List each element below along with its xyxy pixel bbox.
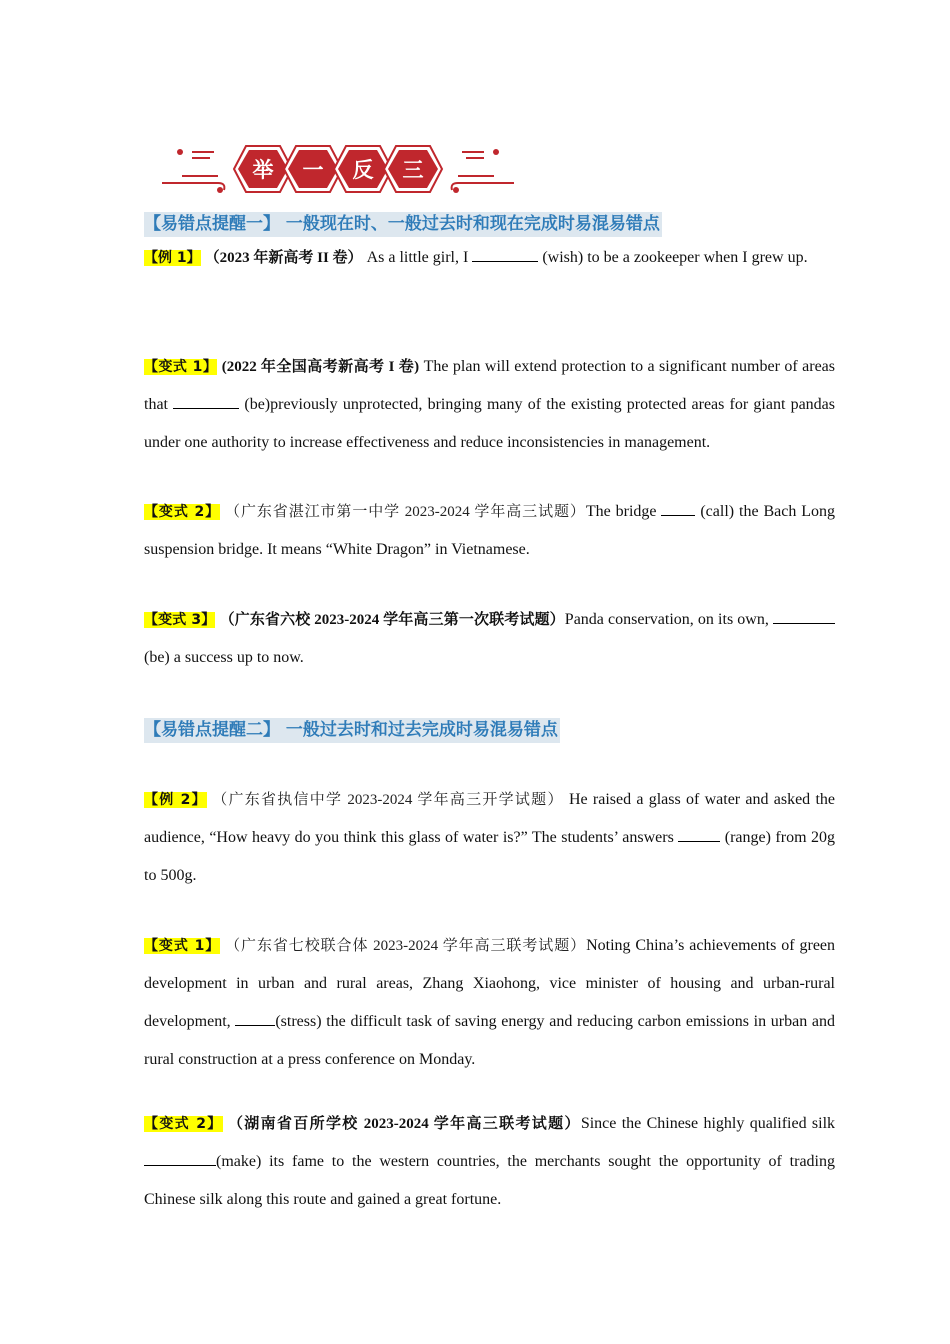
item-text-post: (call) the Bach Long suspension bridge. It means “White Dragon” in Vietnamese. [144, 503, 836, 558]
banner-char: 反 [352, 158, 374, 182]
item-text-pre: The plan will extend protection to a significant number of areas that [144, 358, 835, 413]
item-tag: 【变式 2】 [144, 1116, 223, 1132]
answer-blank[interactable] [173, 394, 239, 409]
answer-blank[interactable] [144, 1151, 216, 1166]
item-tag: 【变式 1】 [144, 938, 221, 954]
item-text-post: (wish) to be a zookeeper when I grew up. [538, 249, 808, 266]
item-text-post: (stress) the difficult task of saving energy and reducing carbon emissions in urban and rural construction at a press conference on Monday. [144, 1013, 836, 1068]
item-text-pre: Panda conservation, on its own, [564, 611, 773, 628]
item-source: （广东省湛江市第一中学 2023-2024 学年高三试题） [225, 504, 586, 520]
item-text-pre: He raised a glass of water and asked the audience, “How heavy do you think this glass of water is?” The students’ answers [144, 791, 835, 846]
item-source: （2023 年新高考 II 卷） [204, 250, 363, 266]
title-banner [158, 138, 518, 200]
item-text-pre: The bridge [585, 503, 662, 520]
item-source: （广东省执信中学 2023-2024 学年高三开学试题） [212, 792, 564, 808]
question-item [144, 601, 835, 677]
answer-blank[interactable] [235, 1011, 275, 1026]
item-tag: 【变式 2】 [144, 504, 221, 520]
question-item [144, 348, 835, 462]
item-text-post: (make) its fame to the western countries, the merchants sought the opportunity of trading Chinese silk along this route and gained a great fortune. [144, 1153, 835, 1208]
item-tag: 【例 1】 [144, 250, 201, 266]
question-item [144, 239, 835, 277]
item-tag: 【变式 3】 [144, 612, 216, 628]
answer-blank[interactable] [472, 247, 538, 262]
answer-blank[interactable] [773, 609, 835, 624]
item-text-post: (range) from 20g to 500g. [144, 829, 835, 884]
item-text-post: (be)previously unprotected, bringing many of the existing protected areas for giant pandas under one authority to increase effectiveness and reduce inconsistencies in management. [144, 396, 836, 451]
item-text-pre: As a little girl, I [366, 249, 473, 266]
item-tag: 【变式 1】 [144, 359, 218, 375]
banner-char: 三 [402, 158, 424, 182]
banner-char: 一 [302, 158, 324, 182]
item-source: （湖南省百所学校 2023-2024 学年高三联考试题） [227, 1116, 581, 1132]
section-title: 【易错点提醒一】 一般现在时、一般过去时和现在完成时易混易错点 [144, 212, 662, 237]
item-tag: 【例 2】 [144, 792, 207, 808]
answer-blank[interactable] [678, 827, 720, 842]
item-source: (2022 年全国高考新高考 I 卷) [221, 359, 420, 375]
question-item [144, 781, 835, 895]
item-text-pre: Noting China’s achievements of green development in urban and rural areas, Zhang Xiaohong, vice minister of housing and urban-rural development, [144, 937, 836, 1030]
item-source: （广东省七校联合体 2023-2024 学年高三联考试题） [225, 938, 587, 954]
section-title: 【易错点提醒二】 一般过去时和过去完成时易混易错点 [144, 718, 560, 743]
banner-char: 举 [252, 158, 274, 182]
question-item [144, 493, 835, 569]
question-item [144, 927, 835, 1079]
item-text-post: (be) a success up to now. [144, 649, 304, 666]
item-source: （广东省六校 2023-2024 学年高三第一次联考试题） [219, 612, 565, 628]
item-text-pre: Since the Chinese highly qualified silk [580, 1115, 836, 1132]
question-item [144, 1105, 835, 1219]
answer-blank[interactable] [661, 501, 695, 516]
